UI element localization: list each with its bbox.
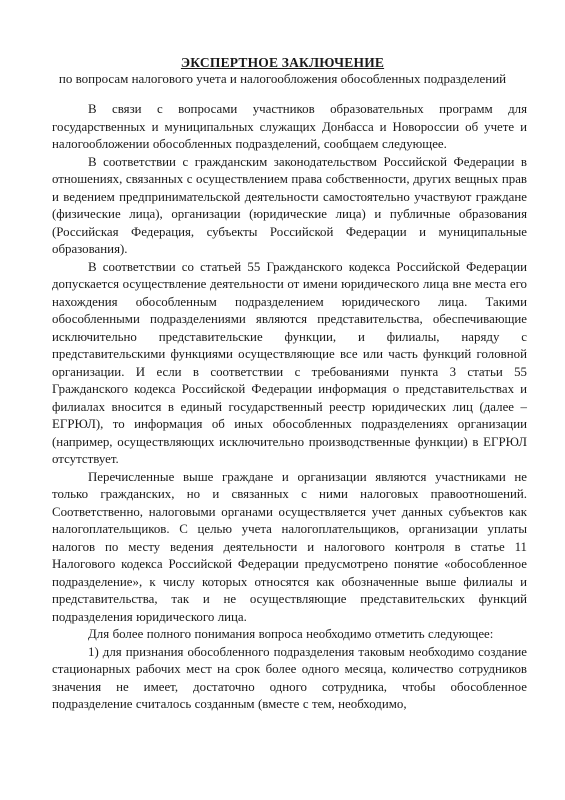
paragraph-article-55: В соответствии со статьей 55 Гражданского кодекса Российской Федерации допускается осуществление деятельности от имени юридического лица вне места его нахождения обособленным подразделением юридического лица. Такими обособленными подразделениями являются представительства, обеспечивающие исключительно представительские функции, и филиалы, наряду с представительскими функциями осуществляющие все или часть функций головной организации. И если в соответствии с требованиями пункта 3 статьи 55 Гражданского кодекса Российской Федерации информация о представительствах и филиалах вносится в единый государственный реестр юридических лиц (далее – ЕГРЮЛ), то информация об иных обособленных подразделениях организации (например, осуществляющих исключительно производственные функции) в ЕГРЮЛ отсутствует. <box>52 259 527 466</box>
paragraph-note: Для более полного понимания вопроса необходимо отметить следующее: <box>88 627 494 641</box>
paragraph-civil-law: В соответствии с гражданским законодательством Российской Федерации в отношениях, связанных с осуществлением права собственности, других вещных прав и ведением предпринимательской деятельности самостоятельно участвуют граждане (физические лица), организации (юридические лица) и публичные образования (Российская Федерация, субъекты Российской Федерации и муниципальные образования). <box>52 154 527 256</box>
document-subtitle: по вопросам налогового учета и налогообложения обособленных подразделений <box>58 71 507 86</box>
document-title: ЭКСПЕРТНОЕ ЗАКЛЮЧЕНИЕ <box>180 55 385 70</box>
document-body <box>52 101 527 714</box>
paragraph-tax-relations: Перечисленные выше граждане и организации являются участниками не только гражданских, но и связанных с ними налоговых правоотношений. Соответственно, налоговыми органами осуществляется учет данных субъектов как налогоплательщиков. С целью учета налогоплательщиков, организации уплаты налогов по месту ведения деятельности и налогового контроля в статье 11 Налогового кодекса Российской Федерации предусмотрено понятие «обособленное подразделение», к числу которых относятся как обозначенные выше филиалы и представительства, так и не осуществляющие представительских функций подразделения юридического лица. <box>52 469 527 624</box>
paragraph-intro: В связи с вопросами участников образовательных программ для государственных и муниципальных служащих Донбасса и Новороссии об учете и налогообложении обособленных подразделений, сообщаем следующее. <box>52 102 527 151</box>
paragraph-item-1: 1) для признания обособленного подразделения таковым необходимо создание стационарных рабочих мест на срок более одного месяца, количество сотрудников значения не имеет, достаточно одного сотрудника, чтобы обособленное подразделение считалось созданным (вместе с тем, необходимо, <box>52 644 527 711</box>
